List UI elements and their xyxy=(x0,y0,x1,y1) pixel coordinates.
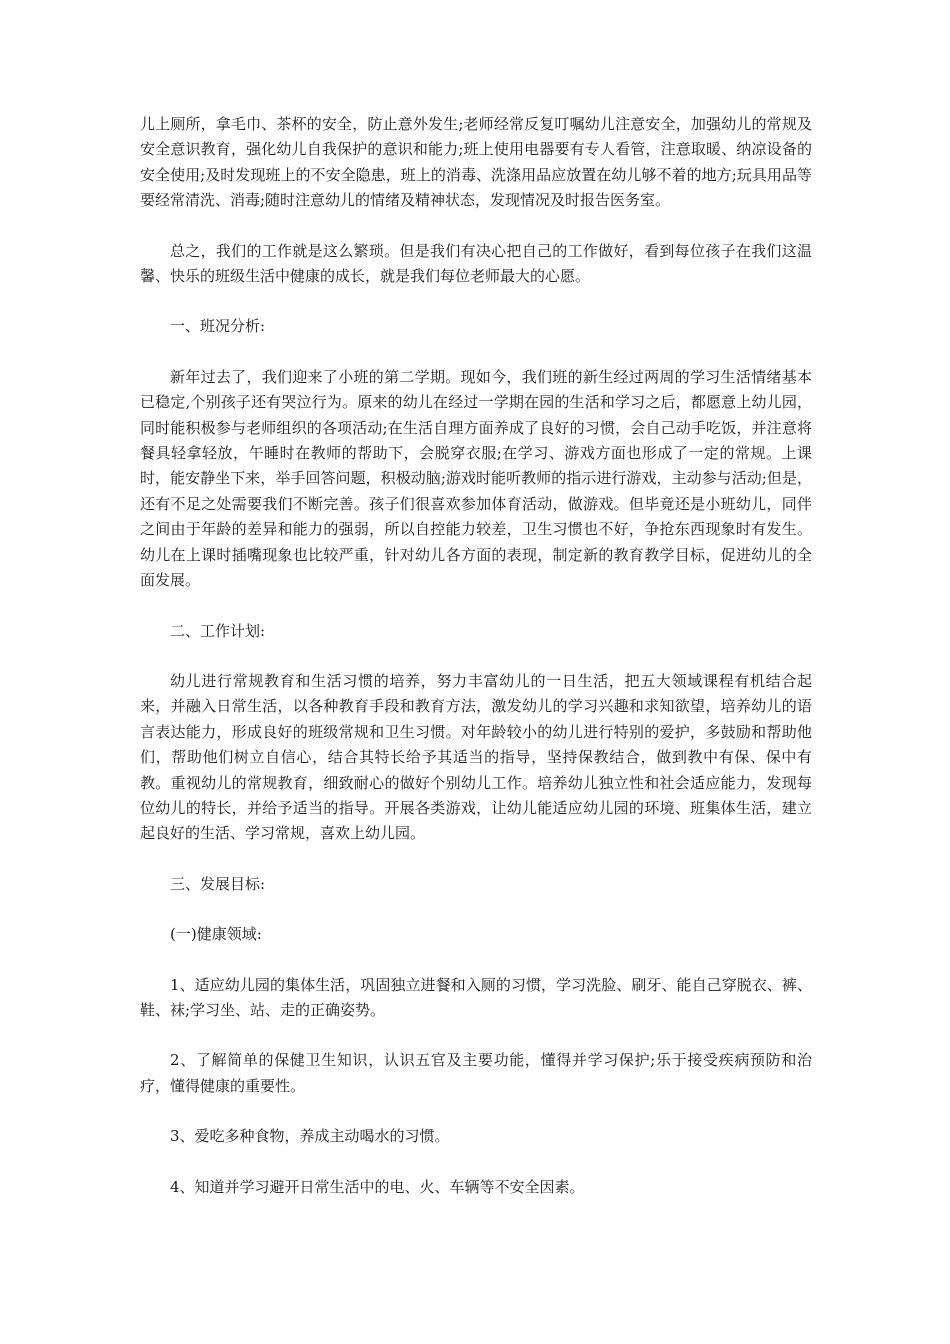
paragraph-class-analysis: 新年过去了，我们迎来了小班的第二学期。现如今，我们班的新生经过两周的学习生活情绪基本已稳定,个别孩子还有哭泣行为。原来的幼儿在经过一学期在园的生活和学习之后，都愿意上幼儿园，同时能积极参与老师组织的各项活动;在生活自理方面养成了良好的习惯，会自己动手吃饭，并注意将餐具轻拿轻放，午睡时在教师的帮助下，会脱穿衣服;在学习、游戏方面也形成了一定的常规。上课时，能安静坐下来，举手回答问题，积极动脑;游戏时能听教师的指示进行游戏，主动参与活动;但是，还有不足之处需要我们不断完善。孩子们很喜欢参加体育活动，做游戏。但毕竟还是小班幼儿，同伴之间由于年龄的差异和能力的强弱，所以自控能力较差，卫生习惯也不好，争抢东西现象时有发生。幼儿在上课时插嘴现象也比较严重，针对幼儿各方面的表现，制定新的教育教学目标，促进幼儿的全面发展。 xyxy=(140,367,812,590)
heading-health-domain: (一)健康领域: xyxy=(170,925,262,944)
heading-work-plan: 二、工作计划: xyxy=(170,621,266,640)
list-item-health-4: 4、知道并学习避开日常生活中的电、火、车辆等不安全因素。 xyxy=(170,1177,585,1196)
paragraph-work-plan: 幼儿进行常规教育和生活习惯的培养，努力丰富幼儿的一日生活，把五大领域课程有机结合起来，并融入日常生活，以各种教育手段和教育方法，激发幼儿的学习兴趣和求知欲望，培养幼儿的语言表达能力，形成良好的班级常规和卫生习惯。对年龄较小的幼儿进行特别的爱护，多鼓励和帮助他们，帮助他们树立自信心，结合其特长给予其适当的指导，坚持保教结合，做到教中有保、保中有教。重视幼儿的常规教育，细致耐心的做好个别幼儿工作。培养幼儿独立性和社会适应能力，发现每位幼儿的特长，并给予适当的指导。开展各类游戏，让幼儿能适应幼儿园的环境、班集体生活，建立起良好的生活、学习常规，喜欢上幼儿园。 xyxy=(140,671,812,843)
list-item-health-2: 2、了解简单的保健卫生知识，认识五官及主要功能，懂得并学习保护;乐于接受疾病预防和治疗，懂得健康的重要性。 xyxy=(140,1051,812,1095)
paragraph-safety-continued: 儿上厕所，拿毛巾、茶杯的安全，防止意外发生;老师经常反复叮嘱幼儿注意安全，加强幼儿的常规及安全意识教育，强化幼儿自我保护的意识和能力;班上使用电器要有专人看管，注意取暖、纳凉设备的安全使用;及时发现班上的不安全隐患，班上的消毒、洗涤用品应放置在幼儿够不着的地方;玩具用品等要经常清洗、消毒;随时注意幼儿的情绪及精神状态，发现情况及时报告医务室。 xyxy=(140,115,812,210)
heading-development-goals: 三、发展目标: xyxy=(170,874,266,893)
document-body xyxy=(140,112,812,1200)
list-item-health-3: 3、爱吃多种食物，养成主动喝水的习惯。 xyxy=(170,1127,450,1146)
list-item-health-1: 1、适应幼儿园的集体生活，巩固独立进餐和入厕的习惯，学习洗脸、刷牙、能自己穿脱衣、裤、鞋、袜;学习坐、站、走的正确姿势。 xyxy=(140,975,812,1019)
heading-class-analysis: 一、班况分析: xyxy=(170,317,266,336)
paragraph-summary: 总之，我们的工作就是这么繁琐。但是我们有决心把自己的工作做好，看到每位孩子在我们这温馨、快乐的班级生活中健康的成长，就是我们每位老师最大的心愿。 xyxy=(140,241,812,286)
